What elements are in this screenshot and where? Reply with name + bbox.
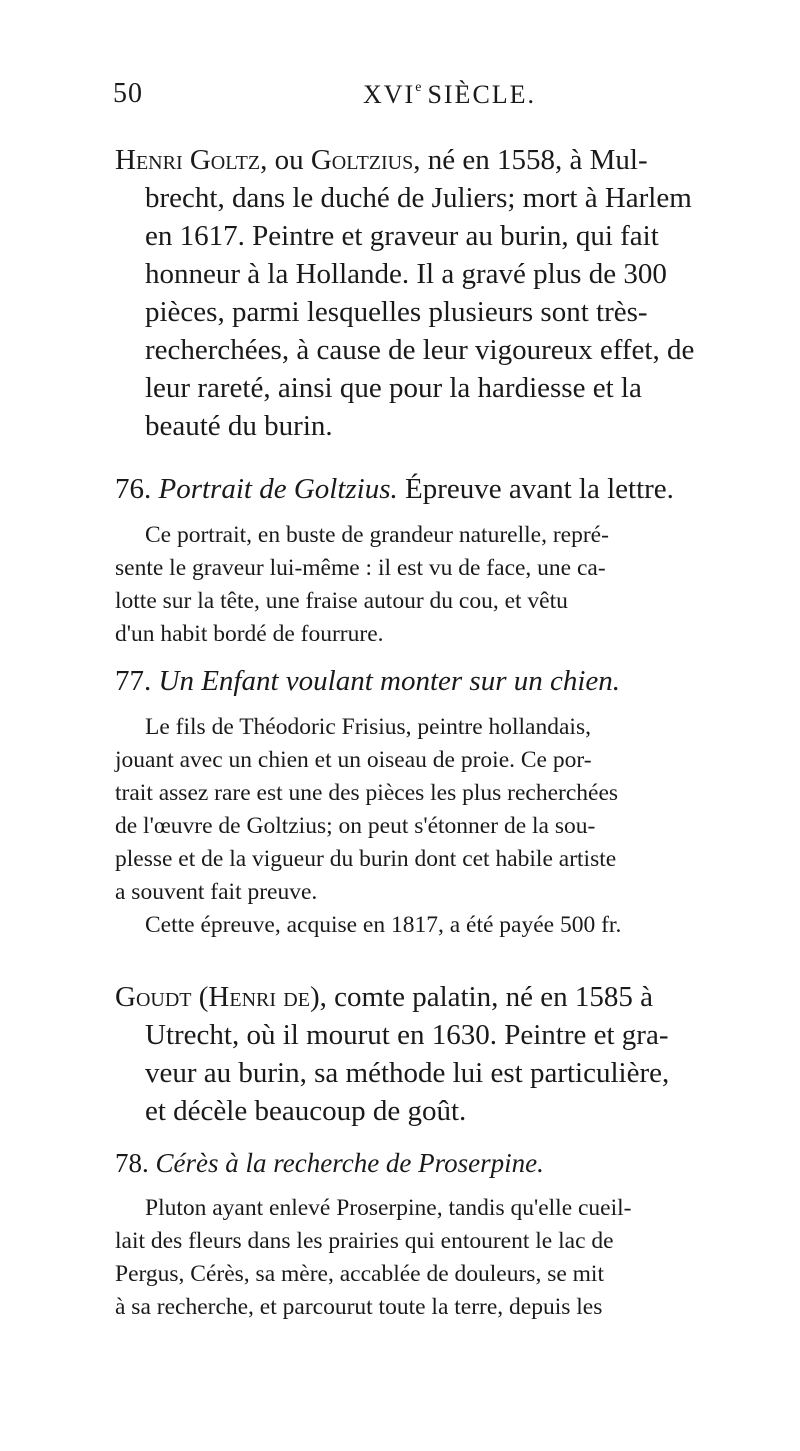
bio-line: leur rareté, ainsi que pour la hardiesse et la: [145, 372, 642, 404]
description-line: d'un habit bordé de fourrure.: [115, 621, 384, 647]
bio-line: honneur à la Hollande. Il a gravé plus de 300: [145, 258, 667, 290]
entry-title: Cérès à la recherche de Proserpine.: [155, 1148, 544, 1178]
description-line: Pluton ayant enlevé Proserpine, tandis qu'elle cueil-: [145, 1195, 632, 1221]
description-line: Le fils de Théodoric Frisius, peintre hollandais,: [145, 714, 591, 740]
entry-heading: [115, 667, 620, 696]
bio-line: Henri Goltz, ou Goltzius, né en 1558, à Mul-: [115, 144, 648, 176]
artist-name: Goudt: [115, 981, 192, 1013]
bio-line: brecht, dans le duché de Juliers; mort à Harlem: [145, 182, 692, 214]
description-line: plesse et de la vigueur du burin dont cet habile artiste: [115, 846, 617, 872]
bio-line: beauté du burin.: [145, 410, 333, 442]
artist-name: Henri Goltz: [115, 144, 261, 176]
bio-line: recherchées, à cause de leur vigoureux effet, de: [145, 334, 695, 366]
bio-line: en 1617. Peintre et graveur au burin, qui fait: [145, 220, 659, 252]
entry-note: Épreuve avant la lettre.: [405, 473, 674, 505]
price-line: Cette épreuve, acquise en 1817, a été payée 500 fr.: [145, 912, 622, 938]
bio-line: et décèle beaucoup de goût.: [145, 1095, 467, 1127]
description-line: trait assez rare est une des pièces les plus recherchées: [115, 780, 619, 806]
bio-line: veur au burin, sa méthode lui est particulière,: [145, 1057, 670, 1089]
entry-heading: [115, 1150, 544, 1177]
entry-number: 76.: [115, 473, 152, 505]
description-line: a souvent fait preuve.: [115, 879, 318, 905]
artist-first-name: Henri de: [208, 981, 310, 1013]
description-line: à sa recherche, et parcourut toute la terre, depuis les: [115, 1294, 603, 1320]
century: XVI: [363, 80, 416, 109]
page-number: 50: [113, 78, 143, 109]
bio-line: pièces, parmi lesquelles plusieurs sont très-: [145, 296, 648, 328]
entry-number: 77.: [115, 665, 152, 697]
page-header: [113, 78, 673, 118]
century-superscript: e: [415, 80, 422, 95]
entry-title: Un Enfant voulant monter sur un chien.: [158, 665, 621, 697]
description-line: de l'œuvre de Goltzius; on peut s'étonner de la sou-: [115, 813, 596, 839]
description-line: lotte sur la tête, une fraise autour du cou, et vêtu: [115, 588, 568, 614]
entry-title: Portrait de Goltzius.: [158, 473, 398, 505]
running-head: [363, 80, 536, 110]
description-line: Pergus, Cérès, sa mère, accablée de douleurs, se mit: [115, 1261, 604, 1287]
description-line: lait des fleurs dans les prairies qui entourent le lac de: [115, 1228, 614, 1254]
section-title: SIÈCLE.: [427, 80, 537, 109]
entry-heading: [115, 475, 674, 504]
artist-latin-name: Goltzius: [310, 144, 414, 176]
description-line: sente le graveur lui-même : il est vu de face, une ca-: [115, 555, 606, 581]
description-line: Ce portrait, en buste de grandeur naturelle, repré-: [145, 522, 609, 548]
bio-line: Utrecht, où il mourut en 1630. Peintre et gra-: [145, 1019, 669, 1051]
entry-number: 78.: [115, 1148, 149, 1178]
bio-line: Goudt (Henri de), comte palatin, né en 1585 à: [115, 981, 653, 1013]
description-line: jouant avec un chien et un oiseau de proie. Ce por-: [115, 747, 592, 773]
